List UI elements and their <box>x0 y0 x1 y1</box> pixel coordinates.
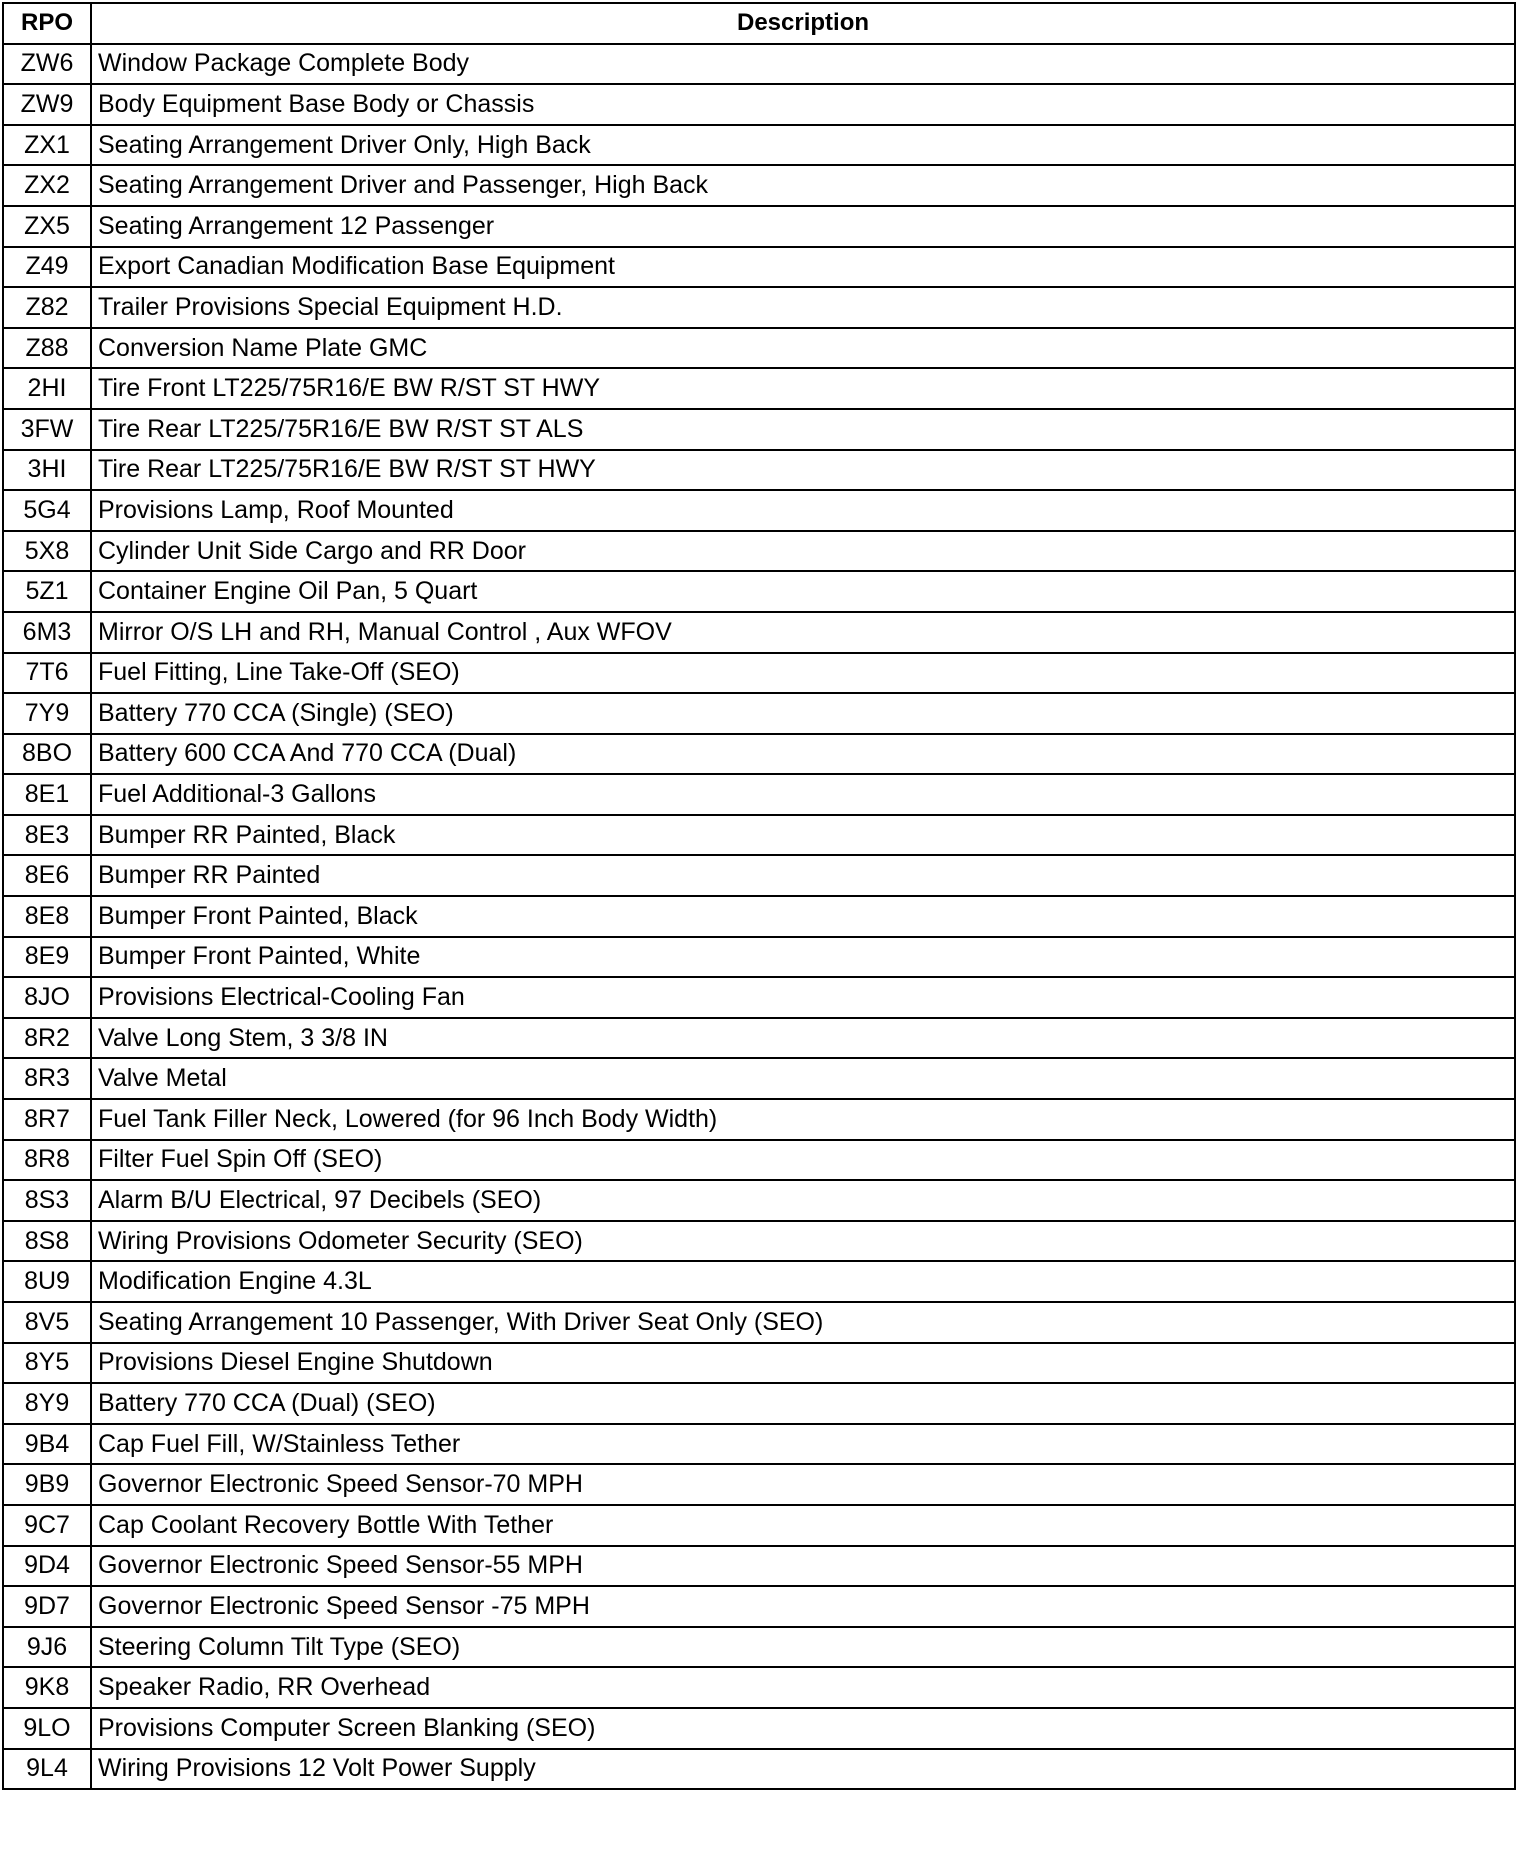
table-row <box>3 1302 1515 1343</box>
table-row <box>3 1180 1515 1221</box>
description-cell: Cylinder Unit Side Cargo and RR Door <box>91 531 1515 572</box>
description-cell: Governor Electronic Speed Sensor -75 MPH <box>91 1586 1515 1627</box>
table-row <box>3 206 1515 247</box>
table-row <box>3 1667 1515 1708</box>
description-cell: Steering Column Tilt Type (SEO) <box>91 1627 1515 1668</box>
table-row <box>3 815 1515 856</box>
description-cell: Bumper RR Painted, Black <box>91 815 1515 856</box>
rpo-code-cell: 8BO <box>3 734 91 775</box>
table-row <box>3 1099 1515 1140</box>
table-row <box>3 734 1515 775</box>
rpo-code-cell: 7Y9 <box>3 693 91 734</box>
description-cell: Seating Arrangement Driver Only, High Back <box>91 125 1515 166</box>
table-row <box>3 1586 1515 1627</box>
rpo-code-cell: 8E3 <box>3 815 91 856</box>
rpo-code-cell: 9K8 <box>3 1667 91 1708</box>
rpo-code-cell: 8S3 <box>3 1180 91 1221</box>
rpo-description-table <box>2 2 1516 1790</box>
description-cell: Trailer Provisions Special Equipment H.D. <box>91 287 1515 328</box>
description-cell: Conversion Name Plate GMC <box>91 328 1515 369</box>
table-row <box>3 1343 1515 1384</box>
table-row <box>3 1627 1515 1668</box>
description-cell: Container Engine Oil Pan, 5 Quart <box>91 571 1515 612</box>
rpo-code-cell: 3HI <box>3 450 91 491</box>
rpo-code-cell: 8R7 <box>3 1099 91 1140</box>
description-cell: Fuel Additional-3 Gallons <box>91 774 1515 815</box>
table-header-row <box>3 3 1515 44</box>
header-description: Description <box>91 3 1515 44</box>
description-cell: Speaker Radio, RR Overhead <box>91 1667 1515 1708</box>
description-cell: Fuel Tank Filler Neck, Lowered (for 96 Inch Body Width) <box>91 1099 1515 1140</box>
description-cell: Window Package Complete Body <box>91 44 1515 85</box>
rpo-code-cell: Z82 <box>3 287 91 328</box>
description-cell: Wiring Provisions Odometer Security (SEO) <box>91 1221 1515 1262</box>
rpo-code-cell: 7T6 <box>3 653 91 694</box>
description-cell: Governor Electronic Speed Sensor-70 MPH <box>91 1464 1515 1505</box>
table-row <box>3 1505 1515 1546</box>
table-row <box>3 653 1515 694</box>
rpo-code-cell: 8R8 <box>3 1140 91 1181</box>
description-cell: Battery 770 CCA (Dual) (SEO) <box>91 1383 1515 1424</box>
rpo-code-cell: ZW6 <box>3 44 91 85</box>
table-row <box>3 1140 1515 1181</box>
rpo-code-cell: 9B4 <box>3 1424 91 1465</box>
table-row <box>3 450 1515 491</box>
rpo-code-cell: 8JO <box>3 977 91 1018</box>
table-row <box>3 1383 1515 1424</box>
table-row <box>3 612 1515 653</box>
description-cell: Battery 600 CCA And 770 CCA (Dual) <box>91 734 1515 775</box>
description-cell: Mirror O/S LH and RH, Manual Control , Aux WFOV <box>91 612 1515 653</box>
description-cell: Body Equipment Base Body or Chassis <box>91 84 1515 125</box>
rpo-code-cell: 9D7 <box>3 1586 91 1627</box>
rpo-code-cell: 8Y5 <box>3 1343 91 1384</box>
table-row <box>3 1708 1515 1749</box>
description-cell: Wiring Provisions 12 Volt Power Supply <box>91 1749 1515 1790</box>
rpo-code-cell: ZW9 <box>3 84 91 125</box>
table-row <box>3 84 1515 125</box>
rpo-code-cell: 8E1 <box>3 774 91 815</box>
description-cell: Fuel Fitting, Line Take-Off (SEO) <box>91 653 1515 694</box>
rpo-code-cell: ZX5 <box>3 206 91 247</box>
description-cell: Export Canadian Modification Base Equipment <box>91 247 1515 288</box>
rpo-code-cell: Z49 <box>3 247 91 288</box>
description-cell: Governor Electronic Speed Sensor-55 MPH <box>91 1546 1515 1587</box>
rpo-code-cell: 6M3 <box>3 612 91 653</box>
table-row <box>3 693 1515 734</box>
description-cell: Modification Engine 4.3L <box>91 1261 1515 1302</box>
rpo-code-cell: 8Y9 <box>3 1383 91 1424</box>
header-rpo: RPO <box>3 3 91 44</box>
table-row <box>3 409 1515 450</box>
description-cell: Cap Coolant Recovery Bottle With Tether <box>91 1505 1515 1546</box>
table-row <box>3 490 1515 531</box>
description-cell: Valve Metal <box>91 1058 1515 1099</box>
description-cell: Alarm B/U Electrical, 97 Decibels (SEO) <box>91 1180 1515 1221</box>
table-row <box>3 855 1515 896</box>
table-row <box>3 1058 1515 1099</box>
rpo-code-cell: ZX2 <box>3 165 91 206</box>
rpo-code-cell: 8S8 <box>3 1221 91 1262</box>
rpo-code-cell: 9LO <box>3 1708 91 1749</box>
rpo-code-cell: 9D4 <box>3 1546 91 1587</box>
rpo-code-cell: 9J6 <box>3 1627 91 1668</box>
description-cell: Tire Front LT225/75R16/E BW R/ST ST HWY <box>91 368 1515 409</box>
rpo-code-cell: 8U9 <box>3 1261 91 1302</box>
table-row <box>3 1018 1515 1059</box>
table-row <box>3 1546 1515 1587</box>
table-row <box>3 125 1515 166</box>
rpo-code-cell: 9C7 <box>3 1505 91 1546</box>
rpo-code-cell: 8R2 <box>3 1018 91 1059</box>
description-cell: Provisions Computer Screen Blanking (SEO) <box>91 1708 1515 1749</box>
table-row <box>3 774 1515 815</box>
table-row <box>3 44 1515 85</box>
table-row <box>3 1749 1515 1790</box>
table-row <box>3 328 1515 369</box>
rpo-code-cell: ZX1 <box>3 125 91 166</box>
table-row <box>3 1261 1515 1302</box>
rpo-code-cell: 8E8 <box>3 896 91 937</box>
description-cell: Bumper Front Painted, White <box>91 937 1515 978</box>
description-cell: Seating Arrangement 12 Passenger <box>91 206 1515 247</box>
rpo-code-cell: 9B9 <box>3 1464 91 1505</box>
description-cell: Valve Long Stem, 3 3/8 IN <box>91 1018 1515 1059</box>
rpo-code-cell: 8E9 <box>3 937 91 978</box>
description-cell: Provisions Electrical-Cooling Fan <box>91 977 1515 1018</box>
rpo-code-cell: 2HI <box>3 368 91 409</box>
description-cell: Provisions Diesel Engine Shutdown <box>91 1343 1515 1384</box>
description-cell: Bumper RR Painted <box>91 855 1515 896</box>
table-body <box>3 44 1515 1790</box>
table-row <box>3 531 1515 572</box>
rpo-code-cell: 8V5 <box>3 1302 91 1343</box>
table-row <box>3 165 1515 206</box>
rpo-code-cell: 3FW <box>3 409 91 450</box>
table-row <box>3 896 1515 937</box>
rpo-code-cell: 9L4 <box>3 1749 91 1790</box>
table-row <box>3 287 1515 328</box>
table-row <box>3 247 1515 288</box>
description-cell: Filter Fuel Spin Off (SEO) <box>91 1140 1515 1181</box>
description-cell: Seating Arrangement 10 Passenger, With Driver Seat Only (SEO) <box>91 1302 1515 1343</box>
table-row <box>3 1424 1515 1465</box>
description-cell: Tire Rear LT225/75R16/E BW R/ST ST ALS <box>91 409 1515 450</box>
rpo-code-cell: 5Z1 <box>3 571 91 612</box>
table-row <box>3 571 1515 612</box>
rpo-code-cell: 5X8 <box>3 531 91 572</box>
description-cell: Provisions Lamp, Roof Mounted <box>91 490 1515 531</box>
rpo-code-cell: 8R3 <box>3 1058 91 1099</box>
rpo-code-cell: 8E6 <box>3 855 91 896</box>
table-row <box>3 1464 1515 1505</box>
description-cell: Cap Fuel Fill, W/Stainless Tether <box>91 1424 1515 1465</box>
description-cell: Tire Rear LT225/75R16/E BW R/ST ST HWY <box>91 450 1515 491</box>
table-row <box>3 977 1515 1018</box>
rpo-code-cell: Z88 <box>3 328 91 369</box>
table-row <box>3 1221 1515 1262</box>
rpo-code-cell: 5G4 <box>3 490 91 531</box>
description-cell: Bumper Front Painted, Black <box>91 896 1515 937</box>
table-row <box>3 368 1515 409</box>
description-cell: Seating Arrangement Driver and Passenger, High Back <box>91 165 1515 206</box>
table-row <box>3 937 1515 978</box>
description-cell: Battery 770 CCA (Single) (SEO) <box>91 693 1515 734</box>
